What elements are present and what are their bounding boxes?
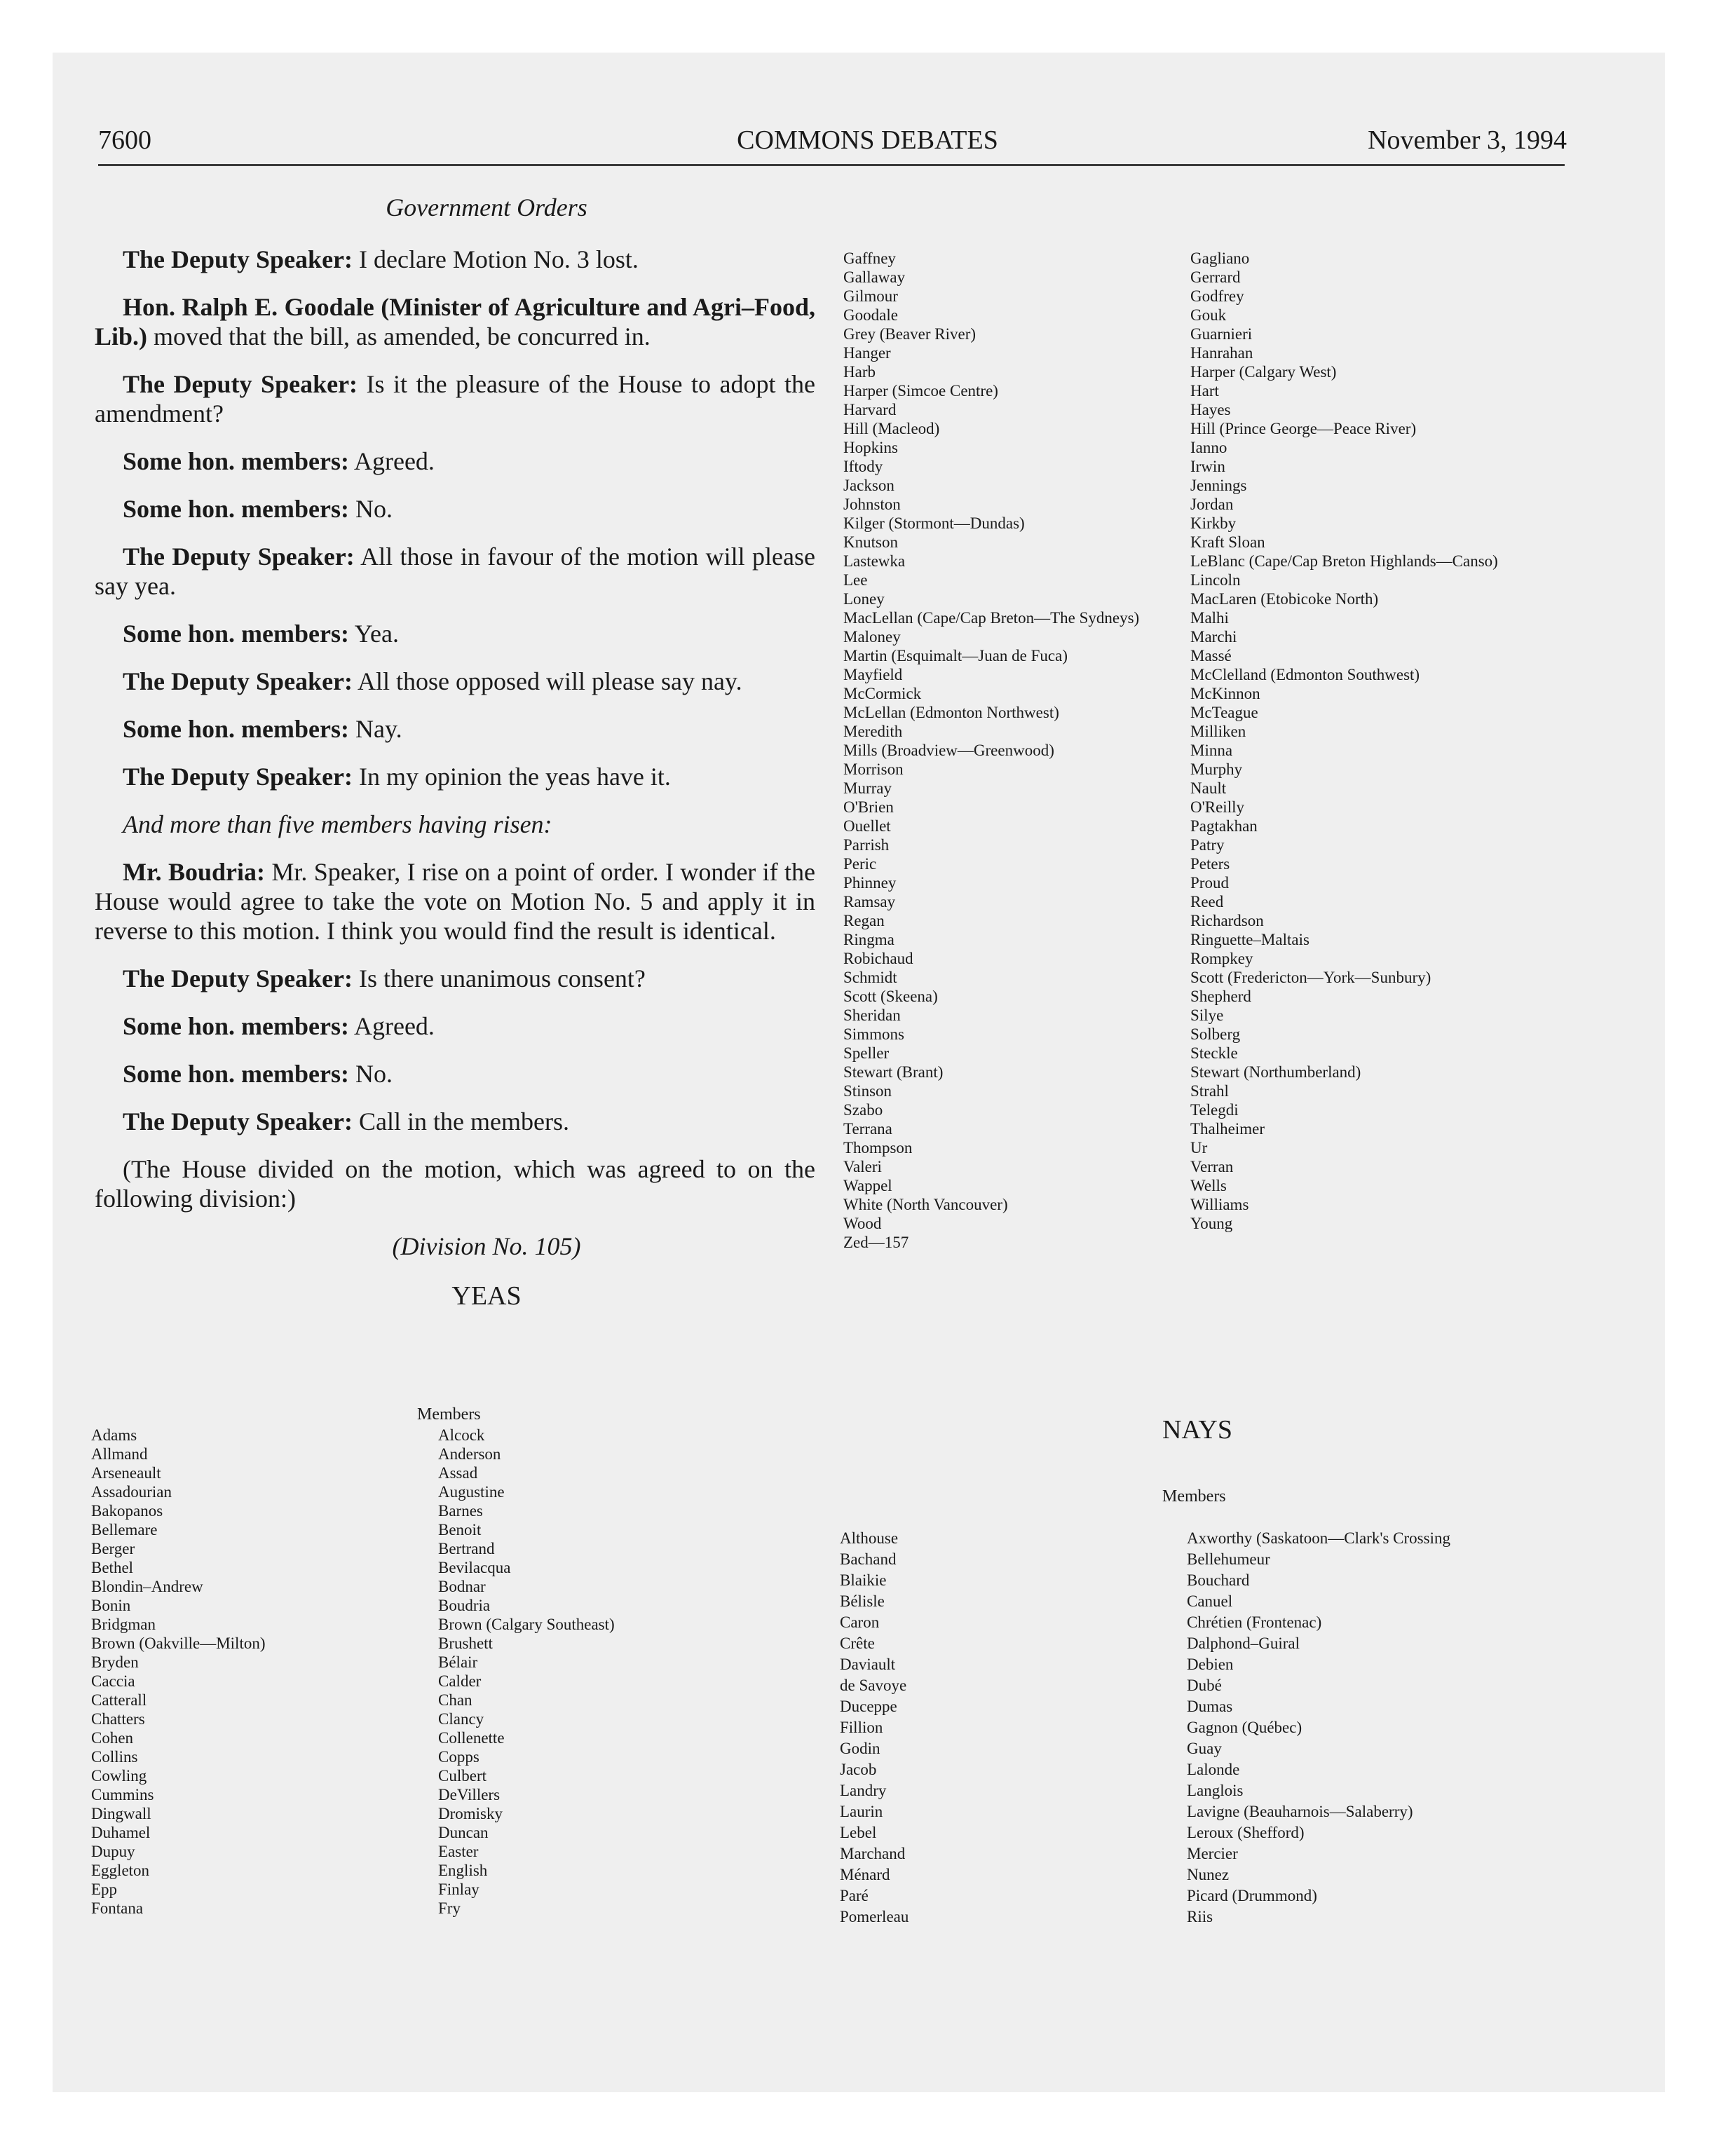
member-name: Pagtakhan (1190, 817, 1258, 835)
member-name: O'Reilly (1190, 798, 1244, 816)
member-name: O'Brien (843, 798, 894, 816)
member-name: Cowling (91, 1767, 147, 1785)
member-name: Blondin–Andrew (91, 1578, 203, 1595)
member-name: Arseneault (91, 1464, 161, 1482)
member-name: Thompson (843, 1139, 913, 1157)
division-note: (The House divided on the motion, which was agreed to on the following division:) (95, 1155, 815, 1213)
member-name: Bonin (91, 1597, 131, 1614)
member-name: Kilger (Stormont—Dundas) (843, 514, 1025, 532)
member-name: Riis (1187, 1908, 1213, 1925)
member-name: Godfrey (1190, 287, 1244, 305)
member-name: Phinney (843, 874, 897, 892)
speech-paragraph (95, 494, 815, 524)
member-name: Massé (1190, 647, 1232, 664)
speech-text: All those in favour of the motion will please say yea. (95, 543, 816, 600)
member-name: Speller (843, 1044, 890, 1062)
member-name: LeBlanc (Cape/Cap Breton Highlands—Canso) (1190, 552, 1498, 570)
member-name: Reed (1190, 893, 1224, 910)
yeas-column-4 (1190, 249, 1498, 1233)
speech-text: No. (348, 1060, 393, 1088)
member-name: Proud (1190, 874, 1229, 892)
member-name: Hill (Macleod) (843, 420, 940, 437)
member-name: Gilmour (843, 287, 898, 305)
member-name: Bachand (840, 1550, 897, 1568)
speech-paragraph (95, 369, 815, 428)
member-name: Bethel (91, 1559, 134, 1576)
speaker-name: The Deputy Speaker: (123, 370, 358, 398)
member-name: Dubé (1187, 1677, 1222, 1694)
member-name: Boudria (438, 1597, 491, 1614)
member-name: McClelland (Edmonton Southwest) (1190, 666, 1420, 683)
member-name: Malhi (1190, 609, 1229, 627)
member-name: Fry (438, 1899, 461, 1917)
member-name: Mayfield (843, 666, 903, 683)
member-name: Fontana (91, 1899, 144, 1917)
member-name: Loney (843, 590, 885, 608)
member-name: Harb (843, 363, 876, 381)
speech-text: All those opposed will please say nay. (353, 667, 742, 695)
member-name: Fillion (840, 1719, 883, 1736)
member-name: Zed—157 (843, 1234, 909, 1251)
member-name: Robichaud (843, 950, 913, 967)
speech-text: Yea. (348, 620, 399, 648)
member-name: Young (1190, 1215, 1233, 1232)
member-name: Murphy (1190, 760, 1243, 778)
member-name: McCormick (843, 685, 922, 702)
member-name: Culbert (438, 1767, 487, 1785)
member-name: Murray (843, 779, 892, 797)
member-name: Wells (1190, 1177, 1227, 1194)
member-name: Dingwall (91, 1805, 151, 1822)
member-name: Ianno (1190, 439, 1227, 456)
member-name: Mills (Broadview—Greenwood) (843, 742, 1054, 759)
member-name: Knutson (843, 533, 898, 551)
member-name: Dumas (1187, 1698, 1233, 1715)
member-name: Gallaway (843, 268, 906, 286)
member-name: Johnston (843, 496, 901, 513)
member-name: Telegdi (1190, 1101, 1239, 1119)
speech-text: Nay. (348, 715, 402, 743)
speech-text: In my opinion the yeas have it. (353, 763, 671, 791)
speech-text: Call in the members. (353, 1107, 569, 1135)
member-name: Steckle (1190, 1044, 1238, 1062)
member-name: Silye (1190, 1007, 1224, 1024)
member-name: Epp (91, 1881, 118, 1898)
speech-text: moved that the bill, as amended, be concurred in. (147, 322, 651, 350)
speech-text: Is there unanimous consent? (353, 964, 646, 992)
member-name: Wood (843, 1215, 882, 1232)
member-name: Kirkby (1190, 514, 1237, 532)
member-name: Barnes (438, 1502, 483, 1520)
speech-paragraph (95, 542, 815, 601)
member-name: Maloney (843, 628, 901, 646)
member-name: Nault (1190, 779, 1227, 797)
member-name: Hanger (843, 344, 891, 362)
member-name: Assadourian (91, 1483, 172, 1501)
member-name: Iftody (843, 458, 883, 475)
speech-paragraph (95, 619, 815, 648)
member-name: Ouellet (843, 817, 891, 835)
member-name: Simmons (843, 1025, 904, 1043)
member-name: Bélisle (840, 1592, 885, 1610)
member-name: Guarnieri (1190, 325, 1253, 343)
member-name: Thalheimer (1190, 1120, 1265, 1138)
member-name: Williams (1190, 1196, 1249, 1213)
member-name: Axworthy (Saskatoon—Clark's Crossing (1187, 1529, 1450, 1547)
member-name: MacLellan (Cape/Cap Breton—The Sydneys) (843, 609, 1140, 627)
member-name: Lincoln (1190, 571, 1241, 589)
member-name: Lalonde (1187, 1761, 1240, 1778)
division-title (95, 1231, 815, 1261)
member-name: Shepherd (1190, 988, 1251, 1005)
member-name: Harper (Calgary West) (1190, 363, 1337, 381)
speaker-name: Some hon. members: (123, 447, 349, 475)
member-name: Guay (1187, 1740, 1222, 1757)
left-column (95, 193, 815, 1320)
member-name: Assad (438, 1464, 478, 1482)
member-name: Allmand (91, 1445, 148, 1463)
speech-paragraph (95, 667, 815, 696)
member-name: Anderson (438, 1445, 501, 1463)
yeas-column-3 (843, 249, 1139, 1252)
member-name: Dromisky (438, 1805, 503, 1822)
speech-text: Agreed. (348, 1012, 435, 1040)
member-name: DeVillers (438, 1786, 501, 1803)
member-name: Crête (840, 1635, 875, 1652)
member-name: Peters (1190, 855, 1230, 873)
member-name: de Savoye (840, 1677, 907, 1694)
member-name: Gerrard (1190, 268, 1241, 286)
member-name: Verran (1190, 1158, 1234, 1175)
member-name: Brown (Oakville—Milton) (91, 1635, 266, 1652)
member-name: Szabo (843, 1101, 883, 1119)
member-name: Picard (Drummond) (1187, 1887, 1317, 1904)
speaker-name: Some hon. members: (123, 1012, 349, 1040)
member-name: Alcock (438, 1426, 485, 1444)
speaker-name: Some hon. members: (123, 715, 349, 743)
member-name: Hayes (1190, 401, 1231, 418)
member-name: Milliken (1190, 723, 1246, 740)
member-name: Harper (Simcoe Centre) (843, 382, 998, 400)
journal-title: COMMONS DEBATES (737, 125, 998, 155)
debate-paragraphs (95, 245, 815, 791)
member-name: Ménard (840, 1866, 890, 1883)
member-name: Irwin (1190, 458, 1225, 475)
member-name: Morrison (843, 760, 904, 778)
page-number: 7600 (98, 125, 151, 155)
member-name: Collins (91, 1748, 138, 1766)
member-name: Leroux (Shefford) (1187, 1824, 1305, 1841)
speech-text: No. (348, 495, 393, 523)
nays-members-label: Members (1162, 1487, 1226, 1506)
section-title: Government Orders (386, 193, 587, 221)
member-name: Lebel (840, 1824, 877, 1841)
member-name: Collenette (438, 1729, 505, 1747)
member-name: Parrish (843, 836, 890, 854)
member-name: Regan (843, 912, 885, 929)
member-name: Jacob (840, 1761, 877, 1778)
member-name: Martin (Esquimalt—Juan de Fuca) (843, 647, 1068, 664)
member-name: Ringma (843, 931, 894, 948)
yeas-column-1 (91, 1426, 266, 1918)
member-name: Mercier (1187, 1845, 1238, 1862)
member-name: Dalphond–Guiral (1187, 1635, 1300, 1652)
member-name: Laurin (840, 1803, 883, 1820)
member-name: Scott (Skeena) (843, 988, 938, 1005)
member-name: Stinson (843, 1082, 892, 1100)
member-name: Stewart (Northumberland) (1190, 1063, 1361, 1081)
member-name: McKinnon (1190, 685, 1260, 702)
member-name: White (North Vancouver) (843, 1196, 1008, 1213)
member-name: Hopkins (843, 439, 898, 456)
member-name: Minna (1190, 742, 1233, 759)
member-name: Bertrand (438, 1540, 495, 1557)
debate-paragraphs-2 (95, 857, 815, 1136)
member-name: Kraft Sloan (1190, 533, 1265, 551)
member-name: Duhamel (91, 1824, 151, 1841)
member-name: McLellan (Edmonton Northwest) (843, 704, 1059, 721)
speaker-name: Mr. Boudria: (123, 858, 266, 886)
member-name: Chrétien (Frontenac) (1187, 1613, 1322, 1631)
member-name: McTeague (1190, 704, 1258, 721)
member-name: Langlois (1187, 1782, 1244, 1799)
member-name: Ramsay (843, 893, 896, 910)
speech-text: Agreed. (348, 447, 435, 475)
member-name: Jackson (843, 477, 894, 494)
division-close-paren: ) (572, 1232, 581, 1260)
header-rule (98, 164, 1565, 166)
member-name: Goodale (843, 306, 898, 324)
member-name: Bellehumeur (1187, 1550, 1270, 1568)
member-name: Daviault (840, 1656, 896, 1673)
member-name: Bodnar (438, 1578, 486, 1595)
member-name: Gouk (1190, 306, 1227, 324)
nays-column-2 (1187, 1528, 1450, 1928)
division-number: Division No. 105 (400, 1232, 573, 1260)
member-name: Duceppe (840, 1698, 897, 1715)
speaker-name: The Deputy Speaker: (123, 543, 355, 571)
member-name: Cummins (91, 1786, 154, 1803)
member-name: Chatters (91, 1710, 145, 1728)
speech-paragraph (95, 292, 815, 351)
speech-text: Is it the pleasure of the House to adopt the amendment? (95, 370, 815, 428)
member-name: Easter (438, 1843, 479, 1860)
member-name: Godin (840, 1740, 880, 1757)
member-name: Chan (438, 1691, 472, 1709)
member-name: Landry (840, 1782, 887, 1799)
member-name: Strahl (1190, 1082, 1229, 1100)
member-name: Adams (91, 1426, 137, 1444)
member-name: Berger (91, 1540, 135, 1557)
member-name: Blaikie (840, 1571, 887, 1589)
member-name: Grey (Beaver River) (843, 325, 977, 343)
member-name: Sheridan (843, 1007, 901, 1024)
member-name: Gagnon (Québec) (1187, 1719, 1302, 1736)
speaker-name: The Deputy Speaker: (123, 667, 353, 695)
member-name: Bridgman (91, 1616, 156, 1633)
yeas-column-2 (438, 1426, 615, 1918)
member-name: Hart (1190, 382, 1219, 400)
member-name: English (438, 1862, 488, 1879)
speaker-name: The Deputy Speaker: (123, 964, 353, 992)
member-name: Wappel (843, 1177, 892, 1194)
member-name: Bakopanos (91, 1502, 163, 1520)
risen-note: And more than five members having risen: (123, 810, 552, 838)
member-name: Bélair (438, 1653, 478, 1671)
member-name: Valeri (843, 1158, 882, 1175)
member-name: Brushett (438, 1635, 493, 1652)
issue-date: November 3, 1994 (1368, 125, 1567, 155)
member-name: Lavigne (Beauharnois—Salaberry) (1187, 1803, 1413, 1820)
speech-paragraph (95, 964, 815, 993)
member-name: Caron (840, 1613, 880, 1631)
member-name: Meredith (843, 723, 903, 740)
member-name: Pomerleau (840, 1908, 909, 1925)
member-name: Gaffney (843, 250, 896, 267)
yeas-heading: YEAS (451, 1281, 522, 1311)
speaker-name: The Deputy Speaker: (123, 1107, 353, 1135)
member-name: Lee (843, 571, 868, 589)
member-name: Patry (1190, 836, 1225, 854)
member-name: Solberg (1190, 1025, 1241, 1043)
speech-paragraph (95, 1059, 815, 1089)
member-name: Hill (Prince George—Peace River) (1190, 420, 1417, 437)
speech-paragraph (95, 762, 815, 791)
member-name: Jennings (1190, 477, 1247, 494)
member-name: Calder (438, 1672, 482, 1690)
member-name: Harvard (843, 401, 897, 418)
member-name: Ur (1190, 1139, 1208, 1157)
speech-paragraph (95, 714, 815, 744)
member-name: Marchi (1190, 628, 1237, 646)
speech-paragraph (95, 245, 815, 274)
member-name: Benoit (438, 1521, 482, 1538)
member-name: Bevilacqua (438, 1559, 511, 1576)
speech-paragraph (95, 446, 815, 476)
member-name: Stewart (Brant) (843, 1063, 944, 1081)
member-name: Rompkey (1190, 950, 1253, 967)
member-name: Bryden (91, 1653, 139, 1671)
member-name: Gagliano (1190, 250, 1250, 267)
member-name: Duncan (438, 1824, 489, 1841)
member-name: Finlay (438, 1881, 479, 1898)
member-name: Lastewka (843, 552, 906, 570)
member-name: Terrana (843, 1120, 892, 1138)
member-name: Cohen (91, 1729, 134, 1747)
member-name: Bellemare (91, 1521, 158, 1538)
speech-text: Mr. Speaker, I rise on a point of order. I wonder if the House would agree to take the vote on Motion No. 5 and apply it in reverse to this motion. I think you would find the result is identical. (95, 858, 815, 945)
member-name: Caccia (91, 1672, 135, 1690)
member-name: Canuel (1187, 1592, 1233, 1610)
member-name: Richardson (1190, 912, 1264, 929)
member-name: MacLaren (Etobicoke North) (1190, 590, 1379, 608)
member-name: Bouchard (1187, 1571, 1250, 1589)
member-name: Brown (Calgary Southeast) (438, 1616, 615, 1633)
speech-paragraph (95, 857, 815, 946)
member-name: Ringuette–Maltais (1190, 931, 1309, 948)
member-name: Dupuy (91, 1843, 135, 1860)
member-name: Clancy (438, 1710, 484, 1728)
member-name: Copps (438, 1748, 479, 1766)
speaker-name: The Deputy Speaker: (123, 763, 353, 791)
member-name: Hanrahan (1190, 344, 1253, 362)
speaker-name: Some hon. members: (123, 620, 349, 648)
member-name: Nunez (1187, 1866, 1230, 1883)
member-name: Augustine (438, 1483, 505, 1501)
member-name: Scott (Fredericton—York—Sunbury) (1190, 969, 1431, 986)
member-name: Eggleton (91, 1862, 150, 1879)
nays-column-1 (840, 1528, 909, 1928)
speech-paragraph (95, 1107, 815, 1136)
speaker-name: The Deputy Speaker: (123, 245, 353, 273)
member-name: Catterall (91, 1691, 147, 1709)
member-name: Althouse (840, 1529, 899, 1547)
nays-heading: NAYS (1162, 1415, 1232, 1445)
member-name: Marchand (840, 1845, 906, 1862)
member-name: Debien (1187, 1656, 1234, 1673)
member-name: Paré (840, 1887, 869, 1904)
member-name: Jordan (1190, 496, 1234, 513)
division-open-paren: ( (392, 1232, 401, 1260)
speaker-name: Hon. Ralph E. Goodale (Minister of Agriculture and Agri–Food, Lib.) (95, 293, 815, 350)
yeas-members-label: Members (417, 1405, 481, 1424)
speaker-name: Some hon. members: (123, 1060, 349, 1088)
member-name: Schmidt (843, 969, 897, 986)
speaker-name: Some hon. members: (123, 495, 349, 523)
speech-paragraph (95, 1011, 815, 1041)
speech-text: I declare Motion No. 3 lost. (353, 245, 639, 273)
member-name: Peric (843, 855, 877, 873)
